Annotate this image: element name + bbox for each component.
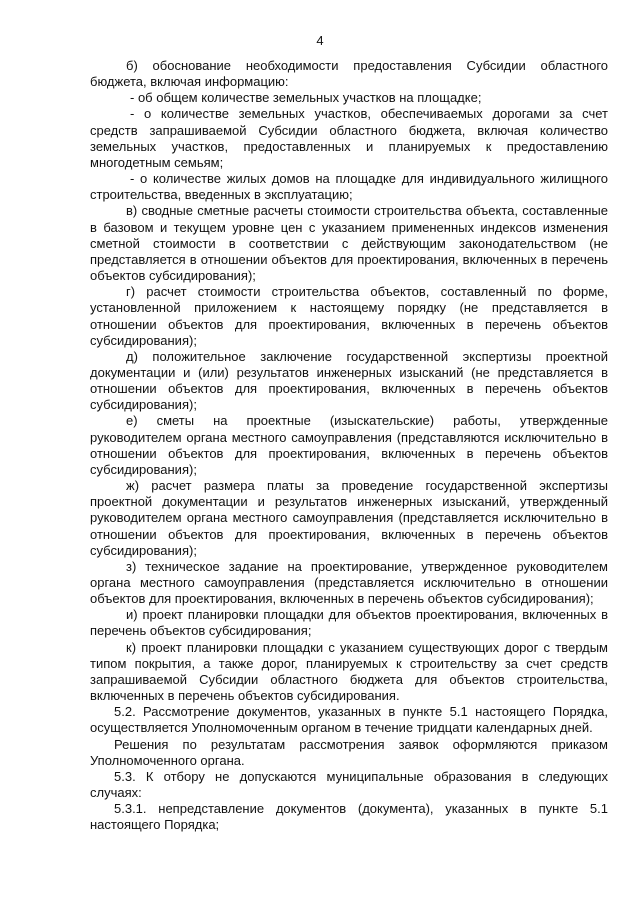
paragraph-b-justification: б) обоснование необходимости предоставления Субсидии областного бюджета, включая информацию: [90,58,608,90]
paragraph-g-cost-calculation: г) расчет стоимости строительства объектов, составленный по форме, установленной приложением к настоящему порядку (не представляется в отношении объектов для проектирования, включенных в перечень объектов субсидирования); [90,284,608,348]
paragraph-k-planning-with-roads: к) проект планировки площадки с указанием существующих дорог с твердым типом покрытия, а также дорог, планируемых к строительству за счет средств запрашиваемой Субсидии областного бюджета для объектов строительства, включенных в перечень объектов субсидирования. [90,639,608,704]
paragraph-v-estimates: в) сводные сметные расчеты стоимости строительства объекта, составленные в базовом и текущем уровне цен с указанием примененных индексов изменения сметной стоимости в соответствии с действующим законодательством (не представляется в отношении объектов для проектирования, включенных в перечень объектов субсидирования); [90,203,608,284]
bullet-plots-with-roads: - о количестве земельных участков, обеспечиваемых дорогами за счет средств запрашиваемой Субсидии областного бюджета, включая количество земельных участков, предоставленных и планируемых к предоставлению многодетным семьям; [90,106,608,170]
clause-5-3-1: 5.3.1. непредставление документов (документа), указанных в пункте 5.1 настоящего Порядка; [90,801,608,833]
paragraph-z-technical-task: з) техническое задание на проектирование, утвержденное руководителем органа местного самоуправления (представляется исключительно в отношении объектов для проектирования, включенных в перечень объектов субсидирования); [90,558,608,607]
clause-5-2: 5.2. Рассмотрение документов, указанных в пункте 5.1 настоящего Порядка, осуществляется Уполномоченным органом в течение тридцати календарных дней. [90,704,608,736]
bullet-residential-houses: - о количестве жилых домов на площадке для индивидуального жилищного строительства, введенных в эксплуатацию; [90,171,608,203]
paragraph-d-expert-conclusion: д) положительное заключение государственной экспертизы проектной документации и (или) результатов инженерных изысканий (не представляется в отношении объектов для проектирования, включенных в перечень объектов субсидирования); [90,348,608,413]
paragraph-zh-expertise-fee: ж) расчет размера платы за проведение государственной экспертизы проектной документации и результатов инженерных изысканий, утвержденный руководителем органа местного самоуправления (представляется исключительно в отношении объектов для проектирования, включенных в перечень объектов субсидирования); [90,478,608,558]
document-body [90,58,608,834]
paragraph-e-survey-estimates: е) сметы на проектные (изыскательские) работы, утвержденные руководителем органа местного самоуправления (представляются исключительно в отношении объектов для проектирования, включенных в перечень объектов субсидирования); [90,413,608,477]
page-number: 4 [316,33,324,48]
clause-5-3: 5.3. К отбору не допускаются муниципальные образования в следующих случаях: [90,768,608,801]
bullet-total-plots: - об общем количестве земельных участков на площадке; [130,90,482,106]
clause-decisions: Решения по результатам рассмотрения заявок оформляются приказом Уполномоченного органа. [90,736,608,768]
paragraph-i-planning-project: и) проект планировки площадки для объектов проектирования, включенных в перечень объектов субсидирования; [90,607,608,639]
